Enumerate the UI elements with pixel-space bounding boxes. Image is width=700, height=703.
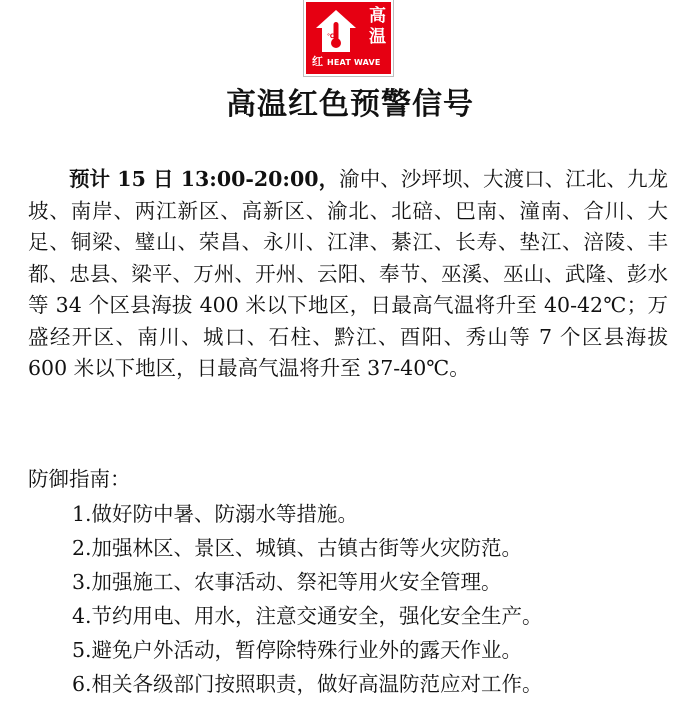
- heat-wave-red-badge: [304, 0, 393, 76]
- badge-english: HEAT WAVE: [327, 58, 381, 67]
- badge-footer: [312, 50, 381, 69]
- warning-time-lead: 预计 15 日 13:00-20:00，: [69, 167, 340, 191]
- guide-item: 5.避免户外活动，暂停除特殊行业外的露天作业。: [72, 638, 523, 662]
- guide-item: 3.加强施工、农事活动、祭祀等用火安全管理。: [72, 570, 502, 594]
- warning-body: [28, 164, 668, 385]
- badge-unit: ℃: [327, 33, 335, 40]
- guide-item: 6.相关各级部门按照职责，做好高温防范应对工作。: [72, 672, 543, 696]
- badge-char-temp: 温: [369, 27, 386, 47]
- warning-text: 渝中、沙坪坝、大渡口、江北、九龙坡、南岸、两江新区、高新区、渝北、北碚、巴南、潼南、合川、大足、铜梁、璧山、荣昌、永川、江津、綦江、长寿、垫江、涪陵、丰都、忠县、梁平、万州、开州、云阳、奉节、巫溪、巫山、武隆、彭水等 34 个区县海拔 400 米以下地区，日最高气温将升至 40-42℃；万盛经开区、南川、城口、石柱、黔江、酉阳、秀山等 7 个区县海拔 600 米以下地区，日最高气温将升至 37-40℃。: [28, 167, 669, 380]
- guide-list: [72, 497, 543, 701]
- badge-char-high: 高: [369, 6, 386, 26]
- guide-item: 1.做好防中暑、防溺水等措施。: [72, 502, 359, 526]
- badge-level-char: 红: [312, 55, 323, 68]
- guide-item: 2.加强林区、景区、城镇、古镇古街等火灾防范。: [72, 536, 523, 560]
- house-thermometer-icon: [314, 8, 358, 54]
- guide-item: 4.节约用电、用水，注意交通安全，强化安全生产。: [72, 604, 543, 628]
- page-title: 高温红色预警信号: [226, 87, 474, 122]
- guide-title: 防御指南：: [28, 467, 131, 491]
